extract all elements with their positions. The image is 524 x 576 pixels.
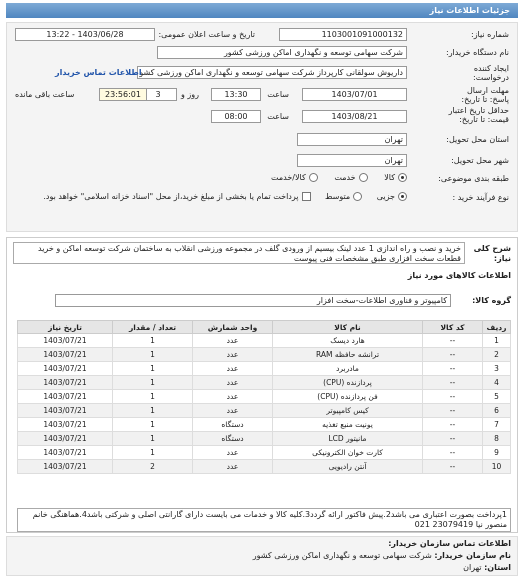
date-cell: 1403/07/21 [18, 334, 113, 348]
unit-cell: عدد [193, 348, 273, 362]
validity-date-field: 1403/08/21 [302, 110, 407, 123]
date-cell: 1403/07/21 [18, 404, 113, 418]
code-cell: -- [423, 432, 483, 446]
requester-field: داریوش سولقانی کارپرداز شرکت سهامی توسعه و نگهداری اماکن ورزشی کشو [137, 66, 407, 79]
radio-service-icon[interactable] [359, 173, 368, 182]
category-options [271, 173, 407, 182]
col-date: تاریخ نیاز [18, 321, 113, 334]
goods-table-body [18, 334, 511, 474]
unit-cell: عدد [193, 390, 273, 404]
requester-label: ایجاد کننده درخواست: [473, 64, 509, 82]
date-cell: 1403/07/21 [18, 418, 113, 432]
contact-panel [6, 536, 518, 576]
deadline-label: مهلت ارسال پاسخ: تا تاریخ: [461, 86, 509, 104]
qty-cell: 1 [113, 362, 193, 376]
qty-cell: 1 [113, 418, 193, 432]
unit-cell: عدد [193, 404, 273, 418]
unit-cell: دستگاه [193, 418, 273, 432]
col-code: کد کالا [423, 321, 483, 334]
unit-cell: دستگاه [193, 432, 273, 446]
qty-cell: 2 [113, 460, 193, 474]
date-cell: 1403/07/21 [18, 376, 113, 390]
announce-date-field: 1403/06/28 - 13:22 [15, 28, 155, 41]
name-cell: آنتن رادیویی [273, 460, 423, 474]
days-field: 3 [139, 88, 177, 101]
goods-table-row [18, 334, 511, 348]
qty-cell: 1 [113, 404, 193, 418]
goods-group-field: کامپیوتر و فناوری اطلاعات-سخت افزار [55, 294, 451, 307]
validity-label: حداقل تاریخ اعتبار قیمت: تا تاریخ: [448, 106, 509, 124]
col-unit: واحد شمارش [193, 321, 273, 334]
goods-table-row [18, 418, 511, 432]
date-cell: 1403/07/21 [18, 460, 113, 474]
code-cell: -- [423, 460, 483, 474]
remaining-time-label: ساعت باقی مانده [15, 90, 75, 99]
name-cell: یونیت منبع تغذیه [273, 418, 423, 432]
goods-table-row [18, 460, 511, 474]
code-cell: -- [423, 376, 483, 390]
code-cell: -- [423, 390, 483, 404]
qty-cell: 1 [113, 390, 193, 404]
col-row: ردیف [483, 321, 511, 334]
unit-cell: عدد [193, 362, 273, 376]
contact-org-row [253, 551, 511, 560]
goods-group-label: گروه کالا: [472, 296, 511, 305]
row-number-cell: 8 [483, 432, 511, 446]
name-cell: پردازنده (CPU) [273, 376, 423, 390]
description-text: خرید و نصب و راه اندازی 1 عدد لینک بیسیم از ورودی گلف در مجموعه ورزشی انقلاب به ساختمان شرکت توسعه اماکن و خرید قطعات سخت افزاری طبق مشخصات فنی پیوست [13, 242, 465, 264]
city-field: تهران [297, 154, 407, 167]
category-label: طبقه بندی موضوعی: [438, 174, 509, 183]
row-number-cell: 5 [483, 390, 511, 404]
buyer-field: شرکت سهامی توسعه و نگهداری اماکن ورزشی کشور [157, 46, 407, 59]
contact-section-title: اطلاعات تماس سازمان خریدار: [388, 539, 511, 548]
unit-cell: عدد [193, 334, 273, 348]
code-cell: -- [423, 418, 483, 432]
contact-org-label: نام سازمان خریدار: [434, 551, 511, 560]
validity-time-label: ساعت [267, 112, 289, 121]
process-option-medium[interactable]: متوسط [325, 192, 362, 201]
code-cell: -- [423, 446, 483, 460]
row-number-cell: 9 [483, 446, 511, 460]
row-number-cell: 4 [483, 376, 511, 390]
qty-cell: 1 [113, 334, 193, 348]
qty-cell: 1 [113, 376, 193, 390]
goods-table-row [18, 348, 511, 362]
unit-cell: عدد [193, 460, 273, 474]
goods-table-row [18, 362, 511, 376]
page-header: جزئیات اطلاعات نیاز [6, 3, 518, 18]
deadline-time-label: ساعت [267, 90, 289, 99]
row-number-cell: 2 [483, 348, 511, 362]
name-cell: ترانشه حافظه RAM [273, 348, 423, 362]
date-cell: 1403/07/21 [18, 432, 113, 446]
goods-table-row [18, 390, 511, 404]
need-info-panel [6, 22, 518, 232]
qty-cell: 1 [113, 446, 193, 460]
need-number-field: 1103001091000132 [279, 28, 407, 41]
goods-table [17, 320, 511, 474]
contact-province-row [463, 563, 511, 572]
validity-time-field: 08:00 [211, 110, 261, 123]
need-number-label: شماره نیاز: [471, 30, 509, 39]
buyer-label: نام دستگاه خریدار: [446, 48, 509, 57]
name-cell: کیس کامپیوتر [273, 404, 423, 418]
col-qty: تعداد / مقدار [113, 321, 193, 334]
days-label: روز و [181, 90, 199, 99]
remaining-time-field: 23:56:01 [99, 88, 147, 101]
qty-cell: 1 [113, 432, 193, 446]
goods-table-row [18, 404, 511, 418]
row-number-cell: 3 [483, 362, 511, 376]
goods-table-row [18, 432, 511, 446]
radio-medium-icon[interactable] [353, 192, 362, 201]
date-cell: 1403/07/21 [18, 390, 113, 404]
city-label: شهر محل تحویل: [451, 156, 509, 165]
contact-org-value: شرکت سهامی توسعه و نگهداری اماکن ورزشی کشور [252, 551, 432, 560]
code-cell: -- [423, 404, 483, 418]
province-label: استان محل تحویل: [446, 135, 509, 144]
name-cell: هارد دیسک [273, 334, 423, 348]
name-cell: مانیتور LCD [273, 432, 423, 446]
name-cell: کارت خوان الکترونیکی [273, 446, 423, 460]
name-cell: فن پردازنده (CPU) [273, 390, 423, 404]
goods-panel [6, 237, 518, 533]
goods-table-row [18, 446, 511, 460]
deadline-date-field: 1403/07/01 [302, 88, 407, 101]
date-cell: 1403/07/21 [18, 348, 113, 362]
process-option-minor[interactable]: جزیی [377, 192, 407, 201]
category-option-goods[interactable]: کالا [384, 173, 407, 182]
date-cell: 1403/07/21 [18, 446, 113, 460]
contact-province-value: تهران [463, 563, 482, 572]
process-options [43, 192, 407, 201]
payment-treasury-option[interactable]: پرداخت تمام یا بخشی از مبلغ خرید،از محل "اسناد خزانه اسلامی" خواهد بود. [43, 192, 310, 201]
row-number-cell: 1 [483, 334, 511, 348]
radio-goods-icon[interactable] [398, 173, 407, 182]
deadline-time-field: 13:30 [211, 88, 261, 101]
unit-cell: عدد [193, 376, 273, 390]
announce-label: تاریخ و ساعت اعلان عمومی: [158, 30, 255, 39]
qty-cell: 1 [113, 348, 193, 362]
goods-table-header [18, 321, 511, 334]
radio-minor-icon[interactable] [398, 192, 407, 201]
description-label: شرح کلی نیاز: [473, 244, 511, 263]
code-cell: -- [423, 362, 483, 376]
notes-box: 1پرداخت بصورت اعتباری می باشد2.پیش فاکتور ارائه گردد3.کلیه کالا و خدمات می بایست دارای گارانتی اصلی و شرکتی باشد4.هماهنگی خانم منصور نیا 23079419 021 [17, 508, 511, 532]
col-name: نام کالا [273, 321, 423, 334]
name-cell: مادربرد [273, 362, 423, 376]
radio-both-icon[interactable] [309, 173, 318, 182]
process-label: نوع فرآیند خرید : [452, 193, 509, 202]
unit-cell: عدد [193, 446, 273, 460]
goods-section-title: اطلاعات کالاهای مورد نیاز [407, 271, 511, 280]
province-field: تهران [297, 133, 407, 146]
contact-province-label: استان: [484, 563, 511, 572]
checkbox-icon[interactable] [302, 192, 311, 201]
date-cell: 1403/07/21 [18, 362, 113, 376]
row-number-cell: 6 [483, 404, 511, 418]
goods-table-row [18, 376, 511, 390]
buyer-contact-link[interactable]: اطلاعات تماس خریدار [55, 68, 142, 77]
category-option-service[interactable]: خدمت [334, 173, 367, 182]
code-cell: -- [423, 334, 483, 348]
category-option-both[interactable]: کالا/خدمت [271, 173, 318, 182]
row-number-cell: 7 [483, 418, 511, 432]
code-cell: -- [423, 348, 483, 362]
row-number-cell: 10 [483, 460, 511, 474]
